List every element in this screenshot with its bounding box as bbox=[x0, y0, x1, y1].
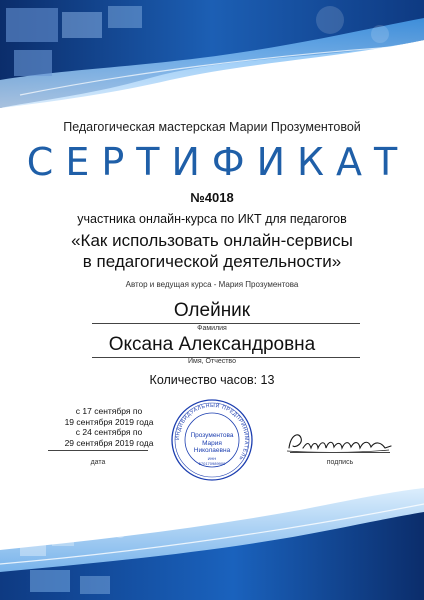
surname-caption: Фамилия bbox=[197, 325, 227, 332]
signature-caption: подпись bbox=[326, 459, 354, 466]
course-hours: Количество часов: 13 bbox=[149, 373, 275, 387]
stamp-holder-name bbox=[188, 432, 236, 455]
stamp-name-line-1: Прозументова bbox=[190, 432, 234, 439]
course-title-line-1: «Как использовать онлайн-сервисы bbox=[71, 231, 353, 250]
course-title-line-2: в педагогической деятельности» bbox=[82, 252, 342, 271]
participant-role: участника онлайн-курса по ИКТ для педагогов bbox=[77, 212, 347, 226]
certificate-title: СЕРТИФИКАТ bbox=[26, 140, 410, 184]
date-caption: дата bbox=[90, 459, 106, 466]
date-line-2: 19 сентября 2019 года bbox=[64, 416, 154, 427]
date-line-1: с 17 сентября по bbox=[75, 406, 143, 416]
stamp-inn bbox=[188, 456, 236, 466]
date-line bbox=[48, 450, 148, 451]
course-dates bbox=[50, 406, 168, 448]
date-line-4: 29 сентября 2019 года bbox=[64, 437, 154, 448]
certificate-number: №4018 bbox=[190, 190, 234, 205]
name-caption: Имя, Отчество bbox=[188, 358, 236, 365]
bottom-decoration bbox=[0, 480, 424, 600]
surname-line bbox=[92, 323, 360, 324]
participant-name: Оксана Александровна bbox=[108, 334, 316, 355]
stamp-inn-number: 570170989909 bbox=[198, 461, 226, 466]
stamp-ring-text: ИНДИВИДУАЛЬНЫЙ ПРЕДПРИНИМАТЕЛЬ bbox=[174, 402, 250, 462]
top-decoration bbox=[0, 0, 424, 110]
participant-surname: Олейник bbox=[173, 300, 251, 321]
course-title bbox=[0, 230, 424, 272]
signature-line bbox=[290, 452, 390, 453]
stamp-inn-label: ИНН bbox=[207, 456, 217, 461]
issuer-name: Педагогическая мастерская Марии Прозументовой bbox=[63, 120, 361, 134]
date-line-3: с 24 сентября по bbox=[75, 427, 143, 437]
stamp-name-line-3: Николаевна bbox=[193, 447, 231, 454]
stamp-name-line-2: Мария bbox=[202, 439, 222, 447]
course-author: Автор и ведущая курса - Мария Прозументова bbox=[125, 280, 299, 289]
